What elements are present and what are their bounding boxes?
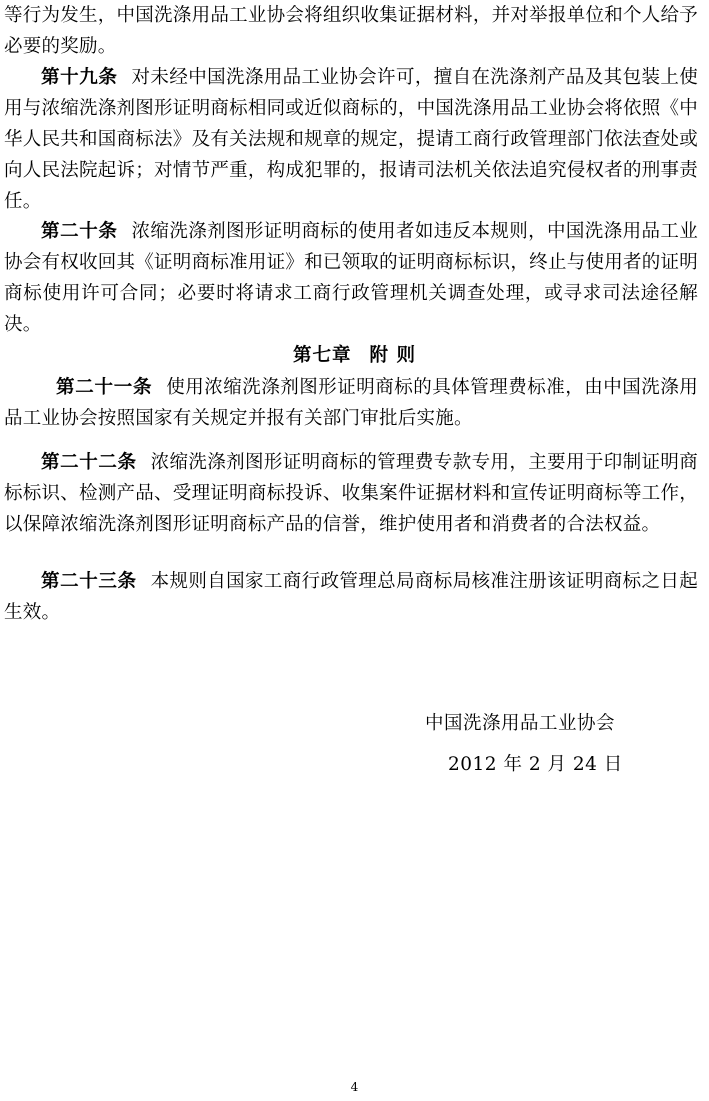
page-number: 4 (350, 1080, 359, 1094)
article-title: 第十九条 (41, 67, 118, 88)
article-title: 第二十一条 (56, 377, 153, 398)
article-19 (4, 62, 698, 217)
article-21-paragraph (4, 372, 698, 434)
article-23 (4, 566, 698, 628)
article-22 (4, 447, 698, 540)
article-title: 第二十二条 (41, 452, 137, 473)
article-20-paragraph (4, 216, 698, 340)
article-title: 第二十三条 (41, 571, 137, 592)
signature-block (425, 707, 665, 781)
article-20 (4, 216, 698, 340)
paragraph-text: 等行为发生，中国洗涤用品工业协会将组织收集证据材料，并对举报单位和个人给予必要的奖励。 (4, 5, 698, 57)
paragraph-continuation (4, 0, 698, 62)
article-19-paragraph (4, 62, 698, 217)
chapter-number: 第七章 (293, 345, 352, 366)
article-title: 第二十条 (41, 221, 118, 242)
chapter-title: 附 则 (369, 345, 416, 366)
signature-organization: 中国洗涤用品工业协会 (425, 713, 616, 734)
article-text: 浓缩洗涤剂图形证明商标的管理费专款专用，主要用于印制证明商标标识、检测产品、受理证明商标投诉、收集案件证据材料和宣传证明商标等工作，以保障浓缩洗涤剂图形证明商标产品的信誉，维护使用者和消费者的合法权益。 (4, 452, 698, 535)
article-text: 本规则自国家工商行政管理总局商标局核准注册该证明商标之日起生效。 (4, 571, 698, 623)
article-22-paragraph (4, 447, 698, 540)
article-23-paragraph (4, 566, 698, 628)
article-21 (4, 372, 698, 434)
article-text: 浓缩洗涤剂图形证明商标的使用者如违反本规则，中国洗涤用品工业协会有权收回其《证明商标准用证》和已领取的证明商标标识，终止与使用者的证明商标使用许可合同；必要时将请求工商行政管理机关调查处理，或寻求司法途径解决。 (4, 221, 698, 335)
article-text: 对未经中国洗涤用品工业协会许可，擅自在洗涤剂产品及其包装上使用与浓缩洗涤剂图形证明商标相同或近似商标的，中国洗涤用品工业协会将依照《中华人民共和国商标法》及有关法规和规章的规定，提请工商行政管理部门依法查处或向人民法院起诉；对情节严重，构成犯罪的，报请司法机关依法追究侵权者的刑事责任。 (4, 67, 698, 212)
chapter-heading (0, 340, 709, 371)
article-text: 使用浓缩洗涤剂图形证明商标的具体管理费标准，由中国洗涤用品工业协会按照国家有关规定并报有关部门审批后实施。 (4, 377, 698, 429)
signature-date: 2012 年 2 月 24 日 (448, 754, 623, 775)
